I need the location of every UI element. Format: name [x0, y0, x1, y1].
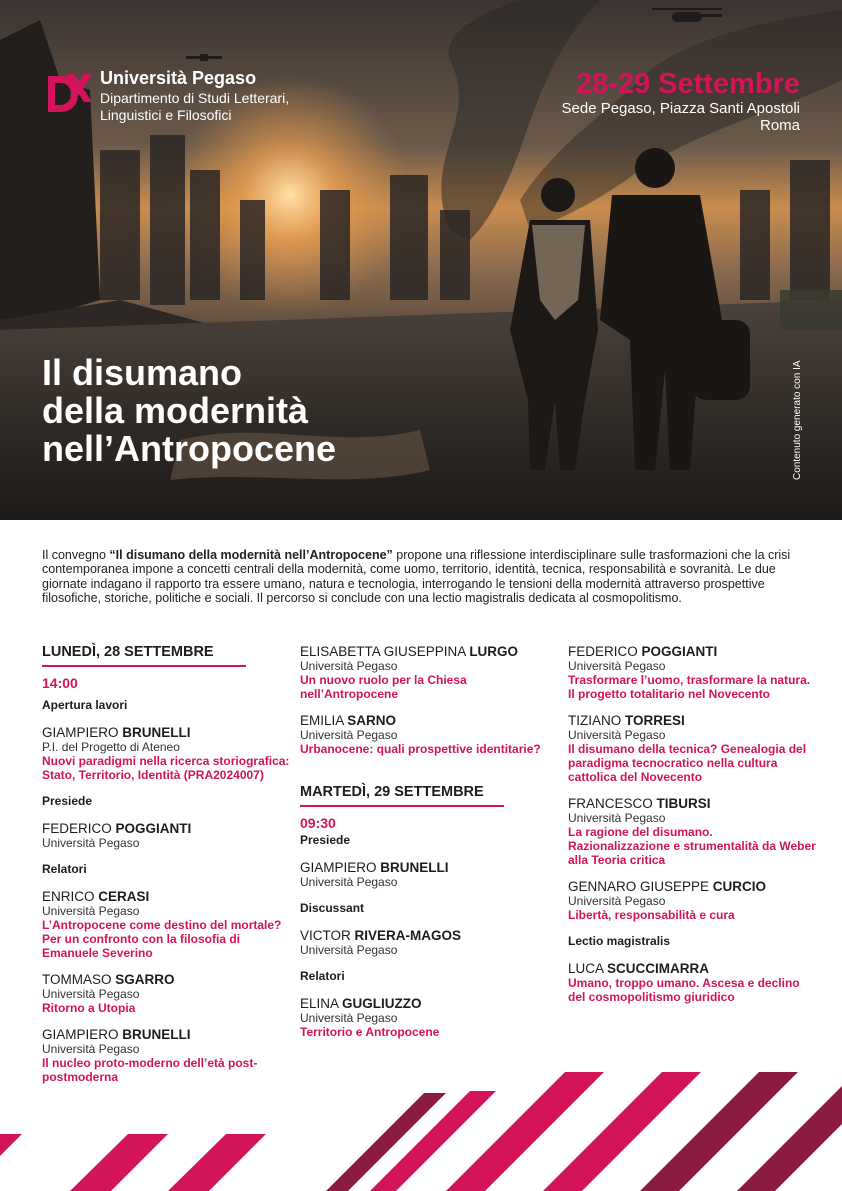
program-column-3: [568, 644, 818, 1016]
chair-label: Presiede: [42, 794, 93, 808]
day1-heading: LUNEDÌ, 28 SETTEMBRE: [42, 644, 246, 667]
hero-banner: [0, 0, 842, 520]
decorative-stripes: [0, 1060, 842, 1191]
event-info: [562, 68, 801, 134]
ai-generated-note: Contenuto generato con IA: [792, 360, 803, 480]
talk-title: Il nucleo proto-moderno dell’età post-postmoderna: [42, 1056, 258, 1084]
talk-title: Territorio e Antropocene: [300, 1025, 440, 1039]
speaker-block: ELISABETTA GIUSEPPINA LURGO Università Pegaso Un nuovo ruolo per la Chiesa nell’Antropocene: [300, 644, 550, 701]
department-name: Dipartimento di Studi Letterari, Linguistici e Filosofici: [100, 90, 290, 123]
speaker-block: TIZIANO TORRESI Università Pegaso Il disumano della tecnica? Genealogia del paradigma tecnocratico nella cultura cattolica del Novecento: [568, 713, 818, 784]
lectio-label: Lectio magistralis: [568, 934, 671, 948]
talk-title: Un nuovo ruolo per la Chiesa nell’Antropocene: [300, 673, 467, 701]
speaker-block: ENRICO CERASI Università Pegaso L’Antropocene come destino del mortale? Per un confronto con la filosofia di Emanuele Severino: [42, 889, 292, 960]
pegaso-logo-icon: [42, 68, 92, 118]
university-name: Università Pegaso: [100, 68, 257, 88]
talk-title: L’Antropocene come destino del mortale? Per un confronto con la filosofia di Emanuele Severino: [42, 918, 282, 960]
speaker-block: VICTOR RIVERA-MAGOS Università Pegaso: [300, 928, 462, 957]
event-venue: Sede Pegaso, Piazza Santi Apostoli: [561, 100, 800, 117]
speaker-block: FRANCESCO TIBURSI Università Pegaso La ragione del disumano. Razionalizzazione e strumentalità da Weber alla Teoria critica: [568, 796, 818, 867]
university-logo: [42, 68, 330, 124]
speaker-block: GENNARO GIUSEPPE CURCIO Università Pegaso Libertà, responsabilità e cura: [568, 879, 818, 922]
day2-heading: MARTEDÌ, 29 SETTEMBRE: [300, 784, 504, 807]
speaker-block: FEDERICO POGGIANTI Università Pegaso: [42, 821, 192, 850]
program-column-2: [300, 644, 550, 1051]
speaker-block: GIAMPIERO BRUNELLI P.I. del Progetto di Ateneo Nuovi paradigmi nella ricerca storiografica: Stato, Territorio, Identità (PRA2024007): [42, 725, 292, 782]
speakers-label: Relatori: [42, 862, 87, 876]
speaker-block: LUCA SCUCCIMARRA Umano, troppo umano. Ascesa e declino del cosmopolitismo giuridico: [568, 961, 818, 1004]
speaker-block: FEDERICO POGGIANTI Università Pegaso Trasformare l’uomo, trasformare la natura. Il progetto totalitario nel Novecento: [568, 644, 818, 701]
speaker-block: GIAMPIERO BRUNELLI Università Pegaso Il nucleo proto-moderno dell’età post-postmoderna: [42, 1027, 292, 1084]
talk-title: Trasformare l’uomo, trasformare la natura. Il progetto totalitario nel Novecento: [568, 673, 811, 701]
program-column-1: [42, 644, 292, 1096]
event-title: Il disumano della modernità nell’Antropocene: [42, 352, 337, 469]
speaker-block: ELINA GUGLIUZZO Università Pegaso Territorio e Antropocene: [300, 996, 550, 1039]
talk-title: Umano, troppo umano. Ascesa e declino del cosmopolitismo giuridico: [568, 976, 800, 1004]
event-city: Roma: [759, 117, 800, 134]
intro-paragraph: Il convegno “Il disumano della modernità nell’Antropocene” propone una riflessione interdisciplinare sulle trasformazioni che la crisi contemporanea impone a concetti centrali della modernità, come uomo, territorio, identità, tecnica, responsabilità e sovranità. Le due giornate indagano il rapporto tra essere umano, natura e tecnologia, interrogando le tensioni della modernità attraverso prospettive filosofiche, storiche, politiche e sociali. Il percorso si conclude con una lectio magistralis dedicata al cosmopolitismo.: [42, 548, 791, 605]
talk-title: Ritorno a Utopia: [42, 1001, 136, 1015]
speaker-block: EMILIA SARNO Università Pegaso Urbanocene: quali prospettive identitarie?: [300, 713, 550, 756]
talk-title: Urbanocene: quali prospettive identitarie?: [300, 742, 541, 756]
talk-title: Nuovi paradigmi nella ricerca storiografica: Stato, Territorio, Identità (PRA2024007): [42, 754, 290, 782]
talk-title: La ragione del disumano. Razionalizzazione e strumentalità da Weber alla Teoria critica: [568, 825, 816, 867]
speaker-block: GIAMPIERO BRUNELLI Università Pegaso: [300, 860, 449, 889]
chair-label: Presiede: [300, 833, 351, 847]
event-dates: 28-29 Settembre: [575, 68, 800, 100]
speakers-label: Relatori: [300, 969, 345, 983]
opening-label: Apertura lavori: [42, 698, 128, 712]
day2-time: 09:30: [300, 815, 336, 831]
intro-title: “Il disumano della modernità nell’Antropocene”: [109, 548, 393, 562]
discussant-label: Discussant: [300, 901, 365, 915]
day1-time: 14:00: [42, 675, 78, 691]
talk-title: Libertà, responsabilità e cura: [568, 908, 735, 922]
speaker-block: TOMMASO SGARRO Università Pegaso Ritorno a Utopia: [42, 972, 292, 1015]
talk-title: Il disumano della tecnica? Genealogia del paradigma tecnocratico nella cultura cattolica del Novecento: [568, 742, 807, 784]
